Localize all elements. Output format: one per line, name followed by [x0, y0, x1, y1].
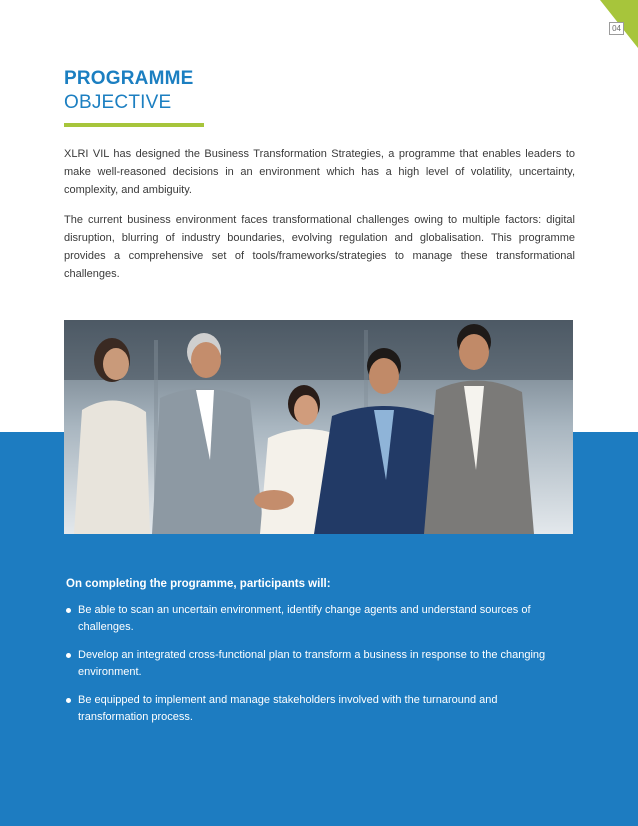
handshake-illustration	[64, 320, 573, 534]
handshake-photo	[64, 320, 573, 534]
list-item	[66, 647, 566, 681]
page-title-line2: OBJECTIVE	[64, 92, 172, 113]
list-item	[66, 692, 566, 726]
intro-paragraph-2: The current business environment faces transformational challenges owing to multiple factors: digital disruption, blurring of industry boundaries, evolving regulation and globalisation. This programme provides a comprehensive set of tools/frameworks/strategies to manage these transformational challenges.	[64, 214, 575, 280]
outcomes-section	[66, 578, 566, 737]
bullet-icon	[66, 608, 71, 613]
page-number: 04	[609, 22, 624, 35]
intro-text	[64, 145, 575, 295]
bullet-icon	[66, 653, 71, 658]
outcomes-list	[66, 602, 566, 726]
title-underline	[64, 123, 204, 127]
list-item	[66, 602, 566, 636]
outcome-text: Be able to scan an uncertain environment, identify change agents and understand sources of challenges.	[78, 604, 531, 633]
outcome-text: Be equipped to implement and manage stakeholders involved with the turnaround and transformation process.	[78, 694, 498, 723]
bullet-icon	[66, 698, 71, 703]
outcome-text: Develop an integrated cross-functional plan to transform a business in response to the changing environment.	[78, 649, 546, 678]
intro-paragraph-1: XLRI VIL has designed the Business Transformation Strategies, a programme that enables leaders to make well-reasoned decisions in an environment which has a high level of volatility, uncertainty, complexity, and ambiguity.	[64, 148, 575, 196]
outcomes-heading: On completing the programme, participants will:	[66, 578, 331, 590]
page-title-line1: PROGRAMME	[64, 68, 194, 89]
